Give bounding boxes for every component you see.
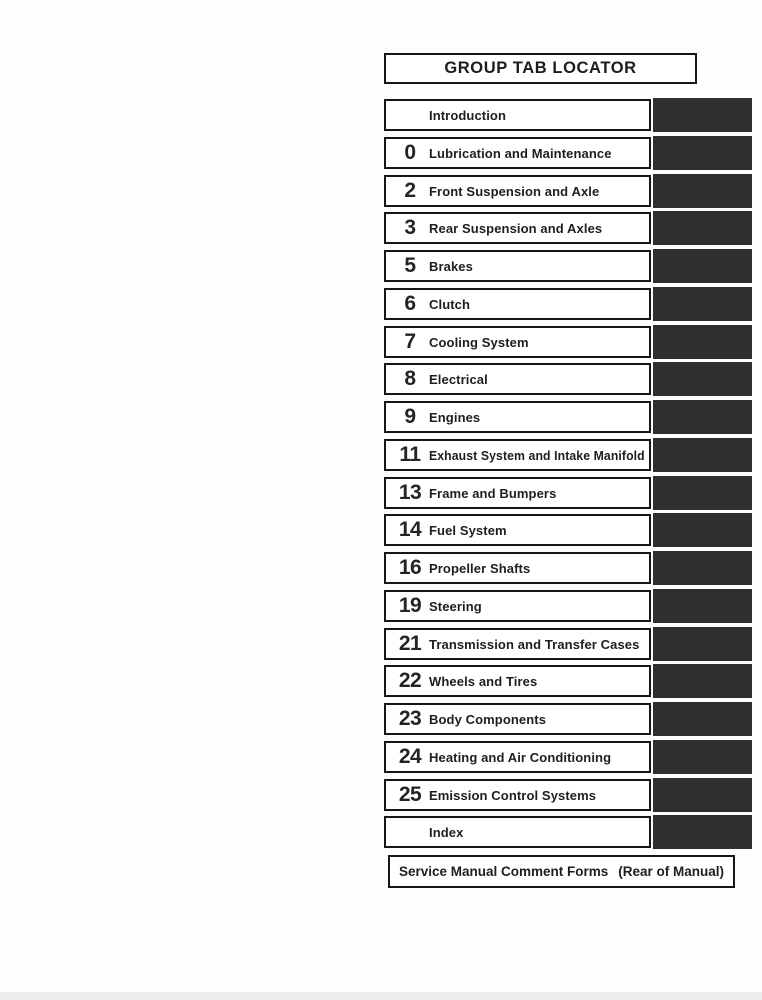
group-row: [384, 212, 651, 244]
black-thumb-tab: [653, 438, 752, 472]
group-number: 11: [399, 443, 421, 466]
group-number: 0: [404, 141, 416, 164]
group-label: Introduction: [429, 107, 507, 123]
black-thumb-tab: [653, 627, 752, 661]
black-thumb-tab: [653, 476, 752, 510]
black-thumb-tab: [653, 174, 752, 208]
group-label: Clutch: [429, 296, 471, 312]
group-row: [384, 439, 651, 471]
black-thumb-tab: [653, 287, 752, 321]
group-row: [384, 741, 651, 773]
group-row: [384, 363, 651, 395]
group-label: Engines: [429, 409, 481, 425]
black-thumb-tab: [653, 249, 752, 283]
group-row: [384, 552, 651, 584]
group-number: 23: [398, 707, 422, 730]
group-row: [384, 779, 651, 811]
group-label: Wheels and Tires: [429, 673, 538, 689]
group-row: [384, 99, 651, 131]
group-label: Index: [429, 824, 464, 840]
group-number: 6: [404, 292, 416, 315]
group-number: 3: [404, 216, 416, 239]
group-label: Lubrication and Maintenance: [429, 145, 612, 161]
group-label: Frame and Bumpers: [429, 485, 557, 501]
group-row: [384, 401, 651, 433]
black-thumb-tab: [653, 740, 752, 774]
group-number: 25: [398, 783, 422, 806]
group-row: [384, 628, 651, 660]
comment-forms-row: [388, 855, 735, 888]
group-row: [384, 590, 651, 622]
group-row: [384, 477, 651, 509]
group-number: 21: [398, 632, 422, 655]
black-thumb-tab: [653, 325, 752, 359]
group-row: [384, 326, 651, 358]
black-thumb-tab: [653, 664, 752, 698]
group-number: 22: [398, 669, 422, 692]
group-row: [384, 175, 651, 207]
black-thumb-tab: [653, 98, 752, 132]
group-number: 2: [404, 179, 416, 202]
group-number: 13: [398, 481, 422, 504]
group-number: 8: [404, 367, 416, 390]
group-label: Body Components: [429, 711, 547, 727]
black-thumb-tab: [653, 815, 752, 849]
group-label: Cooling System: [429, 334, 529, 350]
group-label: Brakes: [429, 258, 473, 274]
comment-forms-location: (Rear of Manual): [618, 864, 724, 879]
comment-forms-label: Service Manual Comment Forms: [399, 864, 609, 879]
black-thumb-tab: [653, 400, 752, 434]
black-thumb-tab: [653, 513, 752, 547]
group-label: Steering: [429, 598, 482, 614]
group-number: 14: [398, 518, 422, 541]
scan-edge-strip: [0, 992, 762, 1000]
black-thumb-tab: [653, 702, 752, 736]
group-number: 16: [398, 556, 422, 579]
black-thumb-tab: [653, 778, 752, 812]
black-thumb-tab: [653, 551, 752, 585]
page-title-box: [384, 53, 697, 84]
group-row: [384, 665, 651, 697]
group-row: [384, 250, 651, 282]
page-title: GROUP TAB LOCATOR: [444, 59, 637, 77]
group-label: Electrical: [429, 371, 488, 387]
group-label: Front Suspension and Axle: [429, 183, 600, 199]
group-label: Fuel System: [429, 522, 507, 538]
group-label: Propeller Shafts: [429, 560, 531, 576]
black-thumb-tab: [653, 211, 752, 245]
group-number: 5: [404, 254, 416, 277]
group-label: Heating and Air Conditioning: [429, 749, 612, 765]
group-label: Rear Suspension and Axles: [429, 220, 603, 236]
group-number: 24: [398, 745, 422, 768]
black-thumb-tab: [653, 136, 752, 170]
black-thumb-tab: [653, 362, 752, 396]
black-thumb-tab: [653, 589, 752, 623]
group-number: 19: [398, 594, 422, 617]
group-number: 7: [404, 330, 416, 353]
group-row: [384, 816, 651, 848]
group-label: Emission Control Systems: [429, 787, 597, 803]
group-row: [384, 137, 651, 169]
group-row: [384, 703, 651, 735]
group-label: Transmission and Transfer Cases: [429, 636, 640, 652]
group-number: 9: [404, 405, 416, 428]
group-row: [384, 288, 651, 320]
group-row: [384, 514, 651, 546]
group-label: Exhaust System and Intake Manifold: [429, 447, 645, 463]
